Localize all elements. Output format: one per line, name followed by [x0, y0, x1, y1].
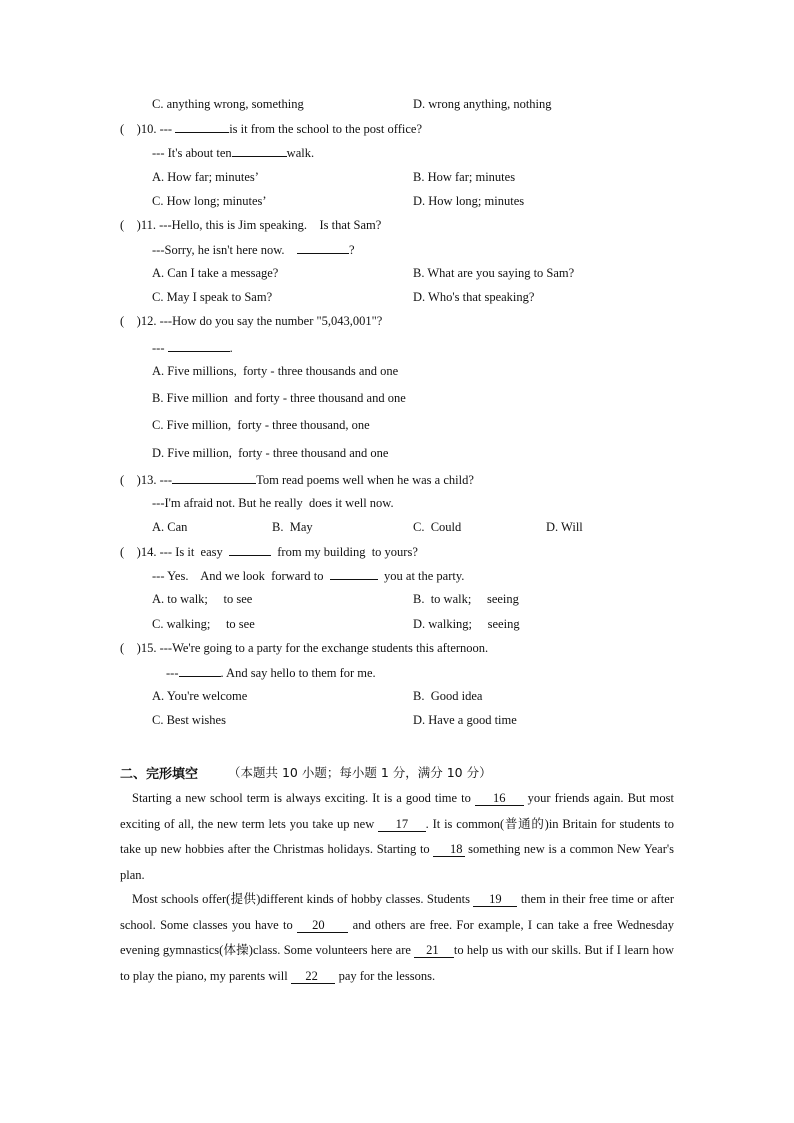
- q10-blank: [175, 120, 229, 133]
- q14-stem-text: )14. --- Is it easy: [136, 545, 230, 559]
- q15-option-a: A. You're welcome: [152, 689, 248, 703]
- q15-option-d: D. Have a good time: [413, 713, 517, 727]
- q11-option-b: B. What are you saying to Sam?: [413, 266, 575, 280]
- blank-number: 17: [395, 816, 409, 831]
- q15-option-b: B. Good idea: [413, 689, 483, 703]
- q11-option-c: C. May I speak to Sam?: [152, 290, 273, 304]
- q14-option-c: C. walking; to see: [152, 617, 255, 631]
- q13-stem-text: )13. ---: [136, 473, 173, 487]
- passage-paragraph-2: [120, 887, 674, 989]
- q11-option-a: A. Can I take a message?: [152, 266, 279, 280]
- q15-option-c: C. Best wishes: [152, 713, 226, 727]
- q12-option-d: D. Five million, forty - three thousand and one: [152, 446, 389, 460]
- cloze-blank-22: [291, 969, 336, 984]
- passage-text: Most schools offer(提供)different kinds of hobby classes. Students: [132, 892, 474, 906]
- q10-reply-text: --- It's about ten: [152, 146, 232, 160]
- q15-reply-blank: [179, 664, 221, 677]
- q13-stem-after: Tom read poems well when he was a child?: [256, 473, 474, 487]
- q13-option-b: B. May: [272, 520, 313, 534]
- q14-reply-after: you at the party.: [377, 569, 465, 583]
- q13-option-a: A. Can: [152, 520, 188, 534]
- cloze-blank-18: [433, 842, 464, 857]
- q10-stem-text: )10. ---: [136, 122, 176, 136]
- q15-reply: [166, 664, 376, 681]
- answer-paren-open: (: [120, 473, 125, 487]
- q13-option-d: D. Will: [546, 520, 583, 534]
- cloze-blank-19: [473, 892, 517, 907]
- answer-paren-open: (: [120, 641, 125, 655]
- q10-reply-after: walk.: [286, 146, 315, 160]
- q12-reply-text: ---: [152, 341, 168, 355]
- q14-stem: [120, 543, 418, 560]
- q11-reply-text: ---Sorry, he isn't here now.: [152, 243, 298, 257]
- q11-reply: [152, 241, 355, 258]
- q15-stem-text: )15. ---We're going to a party for the exchange students this afternoon.: [136, 641, 489, 655]
- blank-number: 19: [489, 892, 502, 906]
- answer-paren-open: (: [120, 314, 125, 328]
- passage-paragraph-1: [120, 786, 674, 888]
- q13-blank: [172, 471, 256, 484]
- q15-stem: [120, 640, 488, 656]
- q14-stem-after: from my building to yours?: [271, 545, 418, 559]
- q10-stem: [120, 120, 422, 137]
- q12-reply-after: .: [229, 341, 233, 355]
- q14-option-b: B. to walk; seeing: [413, 592, 519, 606]
- section-title: 二、完形填空: [120, 767, 199, 782]
- q13-stem: [120, 471, 474, 488]
- answer-paren-open: (: [120, 218, 125, 232]
- q12-option-a: A. Five millions, forty - three thousands and one: [152, 364, 399, 378]
- passage-text: pay for the lessons.: [335, 968, 436, 983]
- q12-stem-text: )12. ---How do you say the number "5,043,001"?: [136, 314, 383, 328]
- passage-text: Starting a new school term is always exciting. It is a good time to: [132, 791, 475, 805]
- cloze-blank-20: [297, 918, 348, 933]
- q14-blank: [229, 543, 271, 556]
- q15-reply-text: ---: [166, 666, 179, 680]
- section-note: （本题共 10 小题；每小题 1 分，满分 10 分）: [228, 765, 492, 780]
- blank-number: 21: [426, 943, 439, 957]
- q11-reply-blank: [297, 241, 349, 254]
- q13-option-c: C. Could: [413, 520, 462, 534]
- q9-option-c: C. anything wrong, something: [152, 97, 304, 111]
- blank-number: 16: [493, 791, 506, 805]
- q11-stem: [120, 217, 381, 233]
- passage-text: them in their free time or after school. Some classes you have to: [120, 892, 674, 932]
- q10-reply: [152, 144, 314, 161]
- cloze-blank-17: [378, 817, 425, 832]
- q10-stem-text-after: is it from the school to the post office?: [229, 122, 422, 136]
- q12-option-c: C. Five million, forty - three thousand, one: [152, 418, 370, 432]
- q14-reply-text: --- Yes. And we look forward to: [152, 569, 330, 583]
- q11-option-d: D. Who's that speaking?: [413, 290, 535, 304]
- passage-text: something new is a common New Year's plan.: [120, 842, 675, 882]
- q10-option-d: D. How long; minutes: [413, 194, 525, 208]
- answer-paren-open: (: [120, 545, 125, 559]
- q10-reply-blank: [232, 144, 287, 157]
- q15-reply-after: . And say hello to them for me.: [220, 666, 376, 680]
- q12-reply-blank: [168, 339, 230, 352]
- q14-option-d: D. walking; seeing: [413, 617, 520, 631]
- q12-option-b: B. Five million and forty - three thousand and one: [152, 391, 406, 405]
- blank-number: 18: [450, 842, 463, 856]
- cloze-blank-21: [414, 943, 454, 958]
- q11-stem-text: )11. ---Hello, this is Jim speaking. Is that Sam?: [136, 218, 382, 232]
- q10-option-a: A. How far; minutes’: [152, 170, 259, 184]
- q14-option-a: A. to walk; to see: [152, 592, 253, 606]
- q14-reply: [152, 567, 464, 584]
- blank-number: 22: [305, 968, 318, 983]
- q9-option-d: D. wrong anything, nothing: [413, 97, 552, 111]
- q13-reply: ---I'm afraid not. But he really does it well now.: [152, 496, 394, 510]
- q11-reply-after: ?: [349, 243, 355, 257]
- q10-option-b: B. How far; minutes: [413, 170, 516, 184]
- answer-paren-open: (: [120, 122, 125, 136]
- passage-text: . It is common(普通的)in Britain for students to take up new hobbies after the Christmas holidays. Starting to: [120, 816, 675, 856]
- passage-text: to help us with our skills. But if I learn how to play the piano, my parents will: [120, 943, 675, 983]
- passage-text: and others are free. For example, I can take a free Wednesday evening gymnastics(体操)class. Some volunteers here are: [120, 917, 675, 957]
- blank-number: 20: [312, 917, 325, 932]
- passage-text: your friends again. But most exciting of all, the new term lets you take up new: [120, 791, 674, 831]
- q12-reply: [152, 339, 233, 356]
- q14-reply-blank: [330, 567, 378, 580]
- q12-stem: [120, 313, 382, 329]
- q10-option-c: C. How long; minutes’: [152, 194, 267, 208]
- cloze-blank-16: [475, 791, 524, 806]
